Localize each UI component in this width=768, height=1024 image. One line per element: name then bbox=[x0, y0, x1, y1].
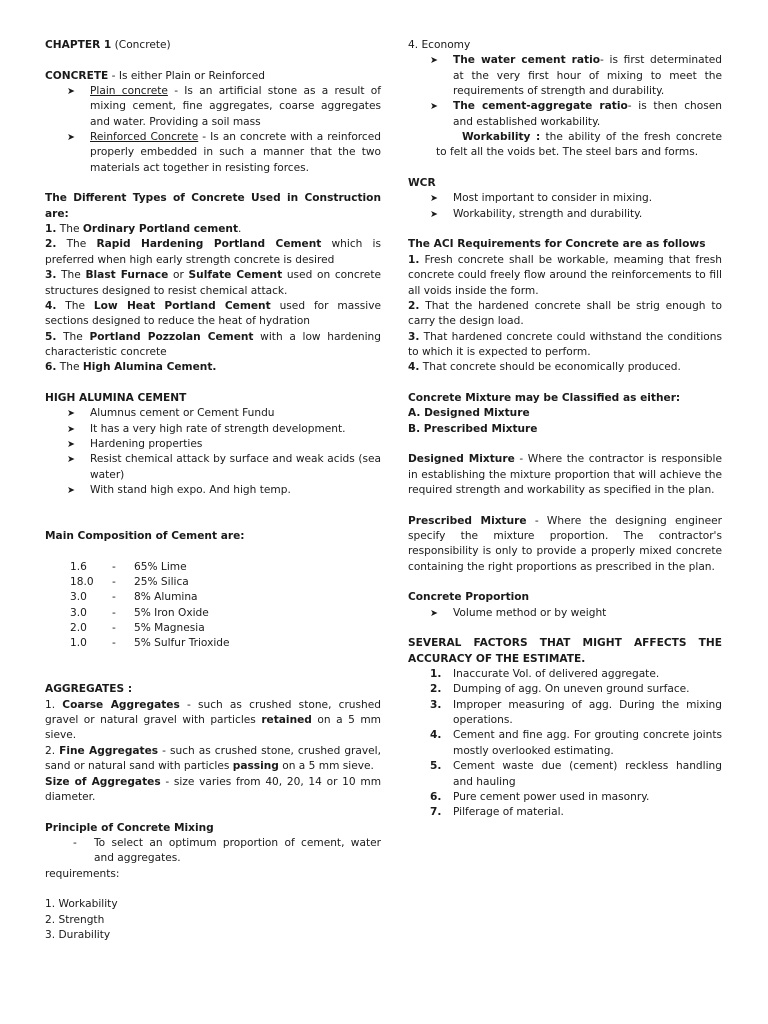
composition-row: 3.0 - 8% Alumina bbox=[70, 591, 198, 604]
workability-definition: Workability : the ability of the fresh concrete to felt all the voids bet. The steel bars and forms. bbox=[436, 131, 722, 159]
type-item: 4. The Low Heat Portland Cement used for massive sections designed to reduce the heat of hydration bbox=[45, 299, 381, 328]
factor-item: 2. Dumping of agg. On uneven ground surface. bbox=[430, 683, 690, 696]
classification-b: B. Prescribed Mixture bbox=[408, 422, 538, 435]
concrete-definition: CONCRETE - Is either Plain or Reinforced bbox=[45, 69, 265, 82]
requirement-item: 3. Durability bbox=[45, 928, 111, 941]
coarse-aggregates: 1. Coarse Aggregates - such as crushed stone, crushed gravel or natural gravel with particles retained on a 5 mm sieve. bbox=[45, 698, 381, 742]
factor-item: 5. Cement waste due (cement) reckless handling and hauling bbox=[430, 760, 722, 788]
list-item: ➤ Volume method or by weight bbox=[408, 606, 722, 621]
aci-item: 1. Fresh concrete shall be workable, meaming that fresh concrete could freely flow around the reinforcements to fill all voids inside the form. bbox=[408, 253, 722, 297]
prescribed-mixture: Prescribed Mixture - Where the designing engineer specify the mixture proportion. The contractor's responsibility is only to provide a properly mixed concrete containing the right proportions as prescribed in the plan. bbox=[408, 514, 722, 573]
aci-item: 2. That the hardened concrete shall be strig enough to carry the design load. bbox=[408, 299, 722, 328]
high-alumina-heading: HIGH ALUMINA CEMENT bbox=[45, 391, 187, 404]
composition-row: 2.0 - 5% Magnesia bbox=[70, 622, 205, 635]
list-item: ➤ Hardening properties bbox=[45, 437, 381, 452]
factor-item: 6. Pure cement power used in masonry. bbox=[430, 790, 650, 803]
reinforced-concrete-item: ➤ Reinforced Concrete - Is an concrete with a reinforced properly embedded in such a manner that the two materials act together in resisting forces. bbox=[45, 130, 381, 176]
classification-a: A. Designed Mixture bbox=[408, 407, 530, 420]
designed-mixture: Designed Mixture - Where the contractor is responsible in establishing the mixture proportion that will achieve the required strength and workability as specified in the plan. bbox=[408, 453, 722, 496]
type-item: 2. The Rapid Hardening Portland Cement which is preferred when high early strength concrete is desired bbox=[45, 238, 381, 266]
composition-row: 18.0 - 25% Silica bbox=[70, 576, 189, 589]
size-of-aggregates: Size of Aggregates - size varies from 40, 20, 14 or 10 mm diameter. bbox=[45, 775, 382, 803]
classification-heading: Concrete Mixture may be Classified as either: bbox=[408, 391, 681, 404]
list-item: ➤ Resist chemical attack by surface and weak acids (sea water) bbox=[45, 452, 381, 483]
aci-item: 3. That hardened concrete could withstand the conditions to which it is expected to perform. bbox=[408, 330, 722, 358]
factor-item: 3. Improper measuring of agg. During the mixing operations. bbox=[430, 698, 722, 727]
list-item: ➤ With stand high expo. And high temp. bbox=[45, 483, 381, 498]
aggregates-heading: AGGREGATES : bbox=[45, 683, 133, 696]
requirements-label: requirements: bbox=[45, 867, 120, 880]
list-item: ➤ It has a very high rate of strength development. bbox=[45, 422, 381, 437]
factor-item: 4. Cement and fine agg. For grouting concrete joints mostly overlooked estimating. bbox=[430, 729, 722, 757]
factors-heading: SEVERAL FACTORS THAT MIGHT AFFECTS THE ACCURACY OF THE ESTIMATE. bbox=[408, 637, 722, 665]
factor-item: 7. Pilferage of material. bbox=[430, 806, 564, 819]
water-cement-ratio-item: ➤ The water cement ratio- is first determinated at the very first hour of mixing to meet the requirements of strength and durability. bbox=[408, 53, 722, 99]
requirement-item: 2. Strength bbox=[45, 913, 105, 926]
list-item: ➤ Most important to consider in mixing. bbox=[408, 191, 722, 206]
types-heading: The Different Types of Concrete Used in Construction are: bbox=[45, 192, 381, 220]
type-item: 3. The Blast Furnace or Sulfate Cement used on concrete structures designed to resist chemical attack. bbox=[45, 269, 381, 297]
composition-heading: Main Composition of Cement are: bbox=[45, 530, 245, 542]
cement-aggregate-ratio-item: ➤ The cement-aggregate ratio- is then chosen and established workability. bbox=[408, 99, 722, 130]
wcr-heading: WCR bbox=[408, 177, 436, 190]
type-item: 6. The High Alumina Cement. bbox=[45, 361, 217, 374]
list-item: ➤ Alumnus cement or Cement Fundu bbox=[45, 406, 381, 421]
left-column bbox=[45, 38, 381, 943]
mixing-heading: Principle of Concrete Mixing bbox=[45, 821, 214, 834]
type-item: 1. The Ordinary Portland cement. bbox=[45, 223, 242, 236]
fine-aggregates: 2. Fine Aggregates - such as crushed stone, crushed gravel, sand or natural sand with particles passing on a 5 mm sieve. bbox=[45, 744, 381, 773]
type-item: 5. The Portland Pozzolan Cement with a low hardening characteristic concrete bbox=[45, 330, 381, 358]
composition-row: 1.0 - 5% Sulfur Trioxide bbox=[70, 637, 230, 650]
aci-item: 4. That concrete should be economically produced. bbox=[408, 361, 681, 374]
composition-row: 1.6 - 65% Lime bbox=[70, 560, 187, 573]
requirement-item: 1. Workability bbox=[45, 898, 118, 911]
factor-item: 1. Inaccurate Vol. of delivered aggregate. bbox=[430, 668, 660, 681]
composition-row: 3.0 - 5% Iron Oxide bbox=[70, 606, 209, 619]
plain-concrete-item: ➤ Plain concrete - Is an artificial stone as a result of mixing cement, fine aggregates, coarse aggregates and water. Providing a soil mass bbox=[45, 84, 381, 130]
chapter-title: CHAPTER 1 (Concrete) bbox=[45, 39, 171, 51]
proportion-heading: Concrete Proportion bbox=[408, 591, 530, 604]
list-item: ➤ Workability, strength and durability. bbox=[408, 207, 722, 222]
aci-heading: The ACI Requirements for Concrete are as follows bbox=[408, 238, 706, 251]
right-column bbox=[408, 38, 722, 821]
mixing-item: - To select an optimum proportion of cement, water and aggregates. bbox=[45, 836, 381, 867]
economy-item: 4. Economy bbox=[408, 39, 471, 51]
